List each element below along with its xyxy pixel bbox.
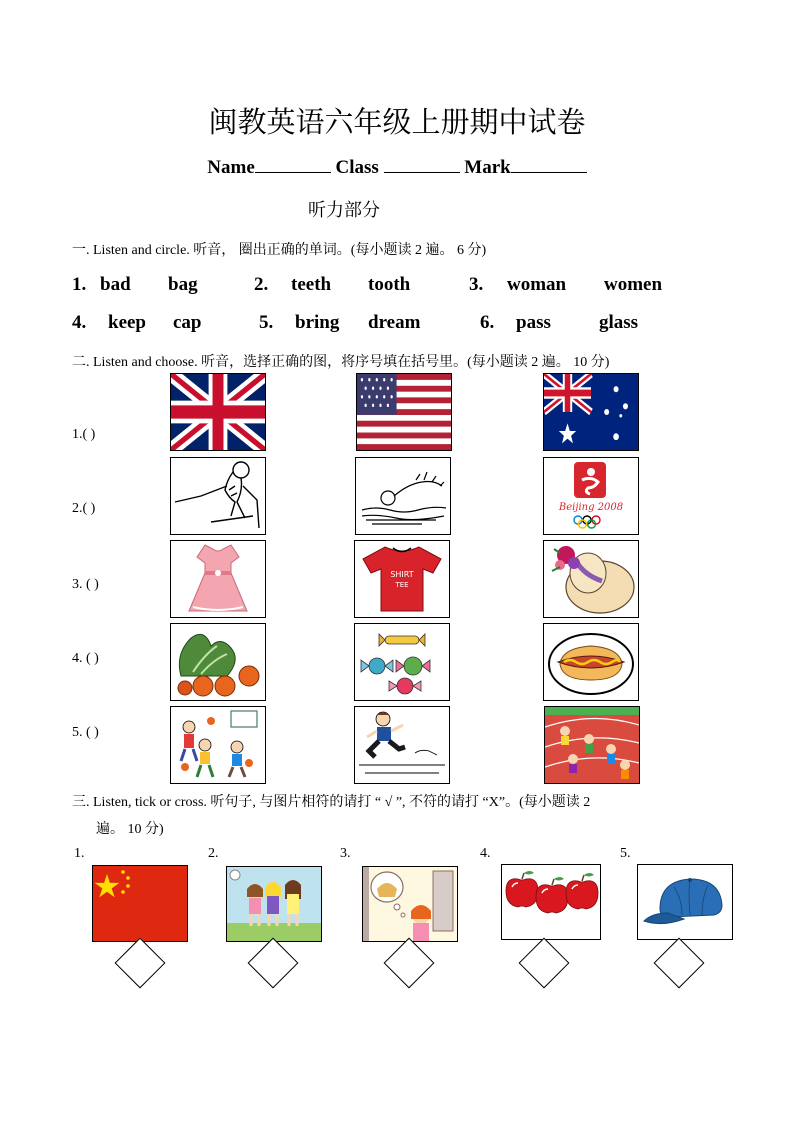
name-blank[interactable] — [255, 154, 331, 173]
us-flag-icon[interactable] — [356, 373, 452, 451]
word-option[interactable]: glass — [599, 312, 639, 333]
blue-cap-icon — [637, 864, 733, 940]
sun-hat-icon[interactable] — [543, 540, 639, 618]
item-number: 2. — [208, 846, 219, 861]
name-label: Name — [207, 157, 255, 178]
basketball-kids-icon[interactable] — [170, 706, 266, 784]
item-number: 1. — [72, 274, 87, 295]
item-number: 1. — [74, 846, 85, 861]
question-label: 1.( ) — [72, 427, 96, 442]
word-option[interactable]: bring — [295, 312, 340, 333]
girls-icon — [226, 866, 322, 942]
answer-box[interactable] — [115, 938, 166, 989]
answer-box[interactable] — [384, 938, 435, 989]
item-number: 5. — [259, 312, 274, 333]
section-subtitle: 听力部分 — [308, 200, 380, 221]
word-option[interactable]: tooth — [368, 274, 411, 295]
china-flag-icon — [92, 865, 188, 942]
answer-box[interactable] — [654, 938, 705, 989]
item-number: 6. — [480, 312, 495, 333]
item-number: 3. — [469, 274, 484, 295]
svg-text:Beijing 2008: Beijing 2008 — [558, 502, 624, 513]
beijing-2008-logo-icon[interactable] — [543, 457, 639, 535]
item-number: 3. — [340, 846, 351, 861]
item-number: 5. — [620, 846, 631, 861]
student-info-line — [0, 154, 794, 179]
class-blank[interactable] — [384, 154, 460, 173]
answer-box[interactable] — [519, 938, 570, 989]
skier-icon[interactable] — [170, 457, 266, 535]
word-option[interactable]: cap — [173, 312, 202, 333]
word-option[interactable]: women — [604, 274, 663, 295]
word-option[interactable]: bag — [168, 274, 198, 295]
question-label: 3. ( ) — [72, 577, 99, 592]
word-option[interactable]: bad — [100, 274, 131, 295]
apples-icon — [501, 864, 601, 940]
hotdog-icon[interactable] — [543, 623, 639, 701]
mark-blank[interactable] — [511, 154, 587, 173]
candies-icon[interactable] — [354, 623, 450, 701]
section2-heading: 二. Listen and choose. 听音，选择正确的图，将序号填在括号里。(每小题读 2 遍。 10 分) — [72, 355, 610, 370]
word-option[interactable]: keep — [108, 312, 146, 333]
item-number: 4. — [72, 312, 87, 333]
item-number: 4. — [480, 846, 491, 861]
word-option[interactable]: pass — [516, 312, 551, 333]
item-number: 2. — [254, 274, 269, 295]
uk-flag-icon[interactable] — [170, 373, 266, 451]
word-option[interactable]: dream — [368, 312, 421, 333]
page-title: 闽教英语六年级上册期中试卷 — [208, 105, 586, 139]
girl-thinking-icon — [362, 866, 458, 942]
running-kids-icon[interactable] — [544, 706, 640, 784]
question-label: 4. ( ) — [72, 651, 99, 666]
section1-heading: 一. Listen and circle. 听音， 圈出正确的单词。(每小题读 2 遍。 6 分) — [72, 243, 487, 258]
section3-heading: 三. Listen, tick or cross. 听句子, 与图片相符的请打 “ √ ”, 不符的请打 “X”。(每小题读 2 — [72, 795, 591, 810]
swimmer-icon[interactable] — [355, 457, 451, 535]
mark-label: Mark — [464, 157, 511, 178]
class-label: Class — [335, 157, 379, 178]
word-option[interactable]: teeth — [291, 274, 332, 295]
red-tshirt-icon[interactable] — [354, 540, 450, 618]
question-label: 5. ( ) — [72, 725, 99, 740]
question-label: 2.( ) — [72, 501, 96, 516]
vegetables-icon[interactable] — [170, 623, 266, 701]
section3-heading-cont: 遍。 10 分) — [96, 822, 164, 837]
svg-text:TEE: TEE — [395, 581, 409, 589]
svg-text:SHIRT: SHIRT — [390, 570, 414, 579]
answer-box[interactable] — [248, 938, 299, 989]
word-option[interactable]: woman — [507, 274, 567, 295]
australia-flag-icon[interactable] — [543, 373, 639, 451]
long-jump-icon[interactable] — [354, 706, 450, 784]
pink-dress-icon[interactable] — [170, 540, 266, 618]
